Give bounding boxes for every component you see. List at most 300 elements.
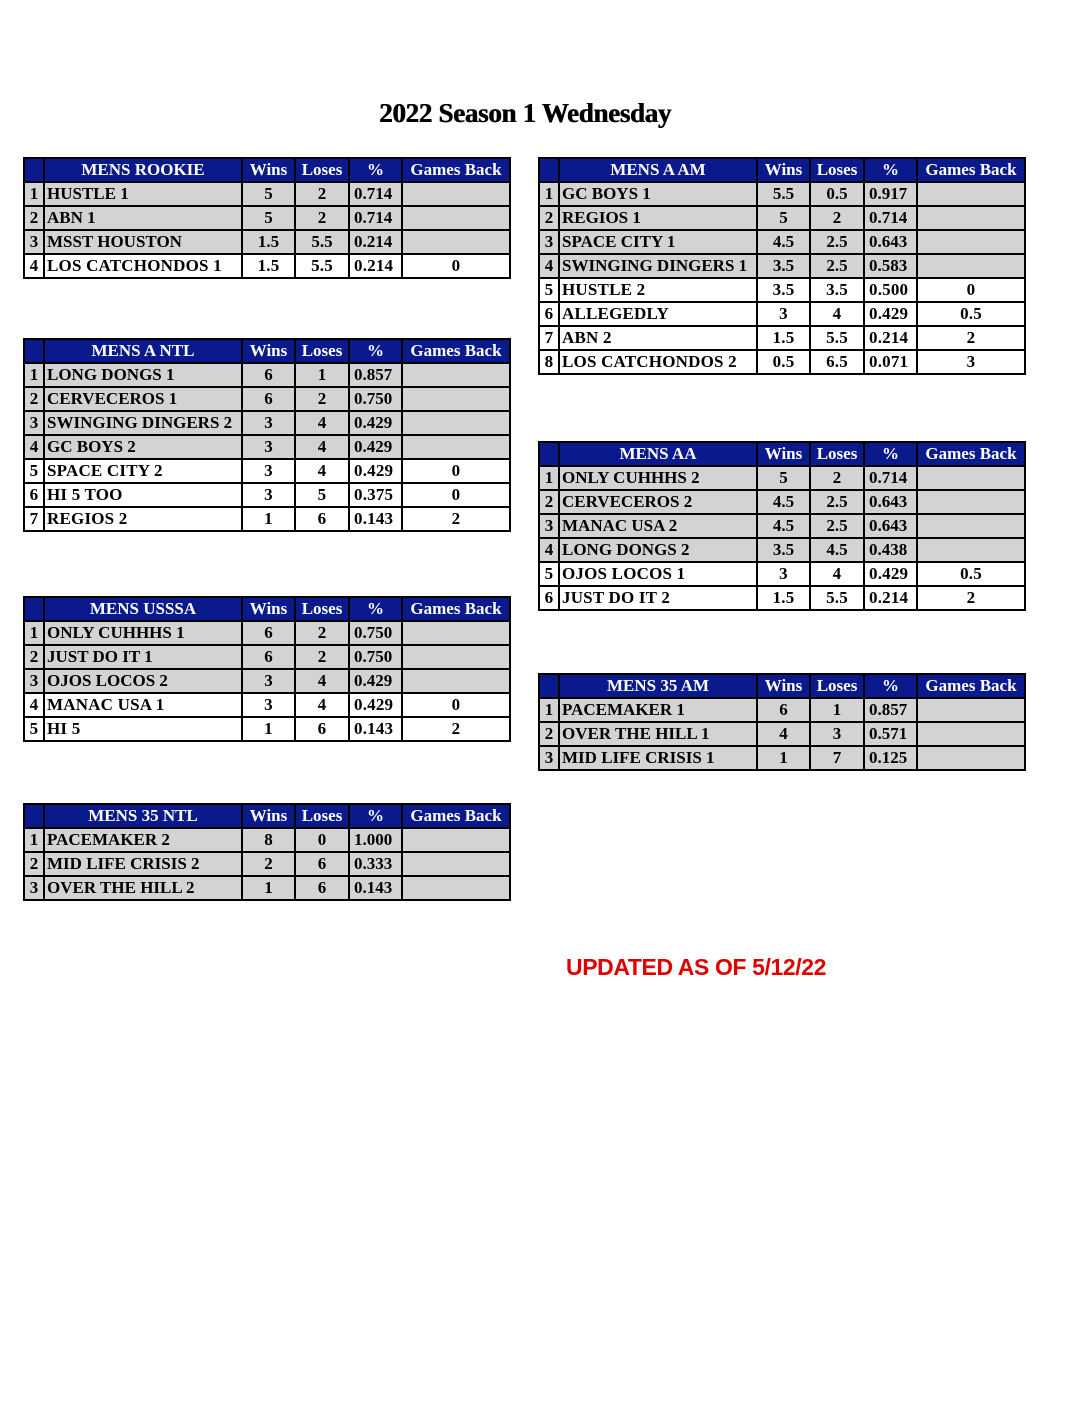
pct-cell: 0.714 <box>864 206 917 230</box>
pct-cell: 0.438 <box>864 538 917 562</box>
standings-table-mens-rookie <box>23 157 511 279</box>
rank-cell: 2 <box>24 206 44 230</box>
loses-cell: 2 <box>295 182 349 206</box>
column-header-games-back: Games Back <box>402 339 510 363</box>
team-name-cell: LOS CATCHONDOS 1 <box>44 254 242 278</box>
table-row <box>24 411 510 435</box>
rank-header <box>24 158 44 182</box>
table-row <box>24 876 510 900</box>
games-back-cell <box>402 828 510 852</box>
games-back-cell <box>917 698 1025 722</box>
loses-cell: 4.5 <box>810 538 864 562</box>
pct-cell: 0.750 <box>349 645 402 669</box>
games-back-cell <box>402 363 510 387</box>
table-row <box>24 693 510 717</box>
loses-cell: 3 <box>810 722 864 746</box>
pct-cell: 0.643 <box>864 490 917 514</box>
wins-cell: 3 <box>242 435 295 459</box>
team-name-cell: CERVECEROS 2 <box>559 490 757 514</box>
rank-header <box>24 597 44 621</box>
table-row <box>24 621 510 645</box>
rank-cell: 2 <box>539 490 559 514</box>
loses-cell: 5 <box>295 483 349 507</box>
rank-cell: 4 <box>539 254 559 278</box>
table-row <box>539 586 1025 610</box>
rank-header <box>539 442 559 466</box>
pct-cell: 0.071 <box>864 350 917 374</box>
games-back-cell <box>402 230 510 254</box>
wins-cell: 2 <box>242 852 295 876</box>
games-back-cell <box>917 722 1025 746</box>
table-row <box>24 182 510 206</box>
wins-cell: 5 <box>757 466 810 490</box>
loses-cell: 3.5 <box>810 278 864 302</box>
pct-cell: 0.214 <box>864 326 917 350</box>
games-back-cell: 0 <box>917 278 1025 302</box>
rank-cell: 5 <box>539 562 559 586</box>
wins-cell: 4.5 <box>757 490 810 514</box>
wins-cell: 1 <box>242 507 295 531</box>
column-header-pct: % <box>864 158 917 182</box>
standings-table-mens-35-ntl <box>23 803 511 901</box>
loses-cell: 0.5 <box>810 182 864 206</box>
loses-cell: 1 <box>810 698 864 722</box>
column-header-wins: Wins <box>757 158 810 182</box>
games-back-cell: 2 <box>402 717 510 741</box>
rank-cell: 2 <box>24 852 44 876</box>
column-header-loses: Loses <box>295 804 349 828</box>
pct-cell: 0.429 <box>349 459 402 483</box>
games-back-cell: 0.5 <box>917 562 1025 586</box>
rank-cell: 4 <box>24 435 44 459</box>
pct-cell: 0.714 <box>864 466 917 490</box>
rank-cell: 3 <box>539 230 559 254</box>
pct-cell: 0.143 <box>349 717 402 741</box>
team-name-cell: SWINGING DINGERS 1 <box>559 254 757 278</box>
column-header-pct: % <box>864 674 917 698</box>
team-name-cell: JUST DO IT 1 <box>44 645 242 669</box>
column-header-pct: % <box>349 597 402 621</box>
pct-cell: 0.429 <box>864 302 917 326</box>
standings-table-mens-usssa <box>23 596 511 742</box>
wins-cell: 3 <box>242 669 295 693</box>
wins-cell: 1.5 <box>757 586 810 610</box>
table-row <box>24 363 510 387</box>
wins-cell: 4.5 <box>757 514 810 538</box>
rank-cell: 3 <box>24 230 44 254</box>
column-header-wins: Wins <box>242 597 295 621</box>
division-name: MENS ROOKIE <box>44 158 242 182</box>
column-header-loses: Loses <box>295 339 349 363</box>
rank-cell: 5 <box>24 717 44 741</box>
games-back-cell <box>917 254 1025 278</box>
wins-cell: 3 <box>757 302 810 326</box>
loses-cell: 4 <box>295 693 349 717</box>
loses-cell: 6 <box>295 852 349 876</box>
column-header-wins: Wins <box>242 339 295 363</box>
games-back-cell <box>917 490 1025 514</box>
loses-cell: 4 <box>295 435 349 459</box>
column-header-pct: % <box>349 339 402 363</box>
loses-cell: 7 <box>810 746 864 770</box>
loses-cell: 2.5 <box>810 490 864 514</box>
column-header-wins: Wins <box>757 674 810 698</box>
table-row <box>24 828 510 852</box>
wins-cell: 1.5 <box>757 326 810 350</box>
pct-cell: 0.857 <box>864 698 917 722</box>
loses-cell: 4 <box>295 459 349 483</box>
rank-header <box>24 339 44 363</box>
wins-cell: 6 <box>242 387 295 411</box>
games-back-cell <box>402 206 510 230</box>
loses-cell: 2.5 <box>810 514 864 538</box>
table-row <box>539 746 1025 770</box>
loses-cell: 4 <box>810 302 864 326</box>
pct-cell: 0.857 <box>349 363 402 387</box>
rank-cell: 1 <box>539 466 559 490</box>
team-name-cell: GC BOYS 1 <box>559 182 757 206</box>
rank-cell: 3 <box>24 669 44 693</box>
loses-cell: 6.5 <box>810 350 864 374</box>
team-name-cell: ONLY CUHHHS 2 <box>559 466 757 490</box>
column-header-wins: Wins <box>242 804 295 828</box>
pct-cell: 0.429 <box>349 411 402 435</box>
table-header-row <box>539 674 1025 698</box>
team-name-cell: SPACE CITY 1 <box>559 230 757 254</box>
column-header-games-back: Games Back <box>917 158 1025 182</box>
games-back-cell <box>917 538 1025 562</box>
rank-cell: 1 <box>24 828 44 852</box>
loses-cell: 5.5 <box>810 586 864 610</box>
loses-cell: 6 <box>295 717 349 741</box>
loses-cell: 2 <box>810 466 864 490</box>
table-row <box>24 852 510 876</box>
wins-cell: 3 <box>242 411 295 435</box>
wins-cell: 3 <box>242 483 295 507</box>
games-back-cell: 0 <box>402 693 510 717</box>
team-name-cell: OJOS LOCOS 1 <box>559 562 757 586</box>
wins-cell: 5 <box>757 206 810 230</box>
standings-table-mens-a-am <box>538 157 1026 375</box>
team-name-cell: OJOS LOCOS 2 <box>44 669 242 693</box>
wins-cell: 4.5 <box>757 230 810 254</box>
column-header-games-back: Games Back <box>917 442 1025 466</box>
table-row <box>539 254 1025 278</box>
column-header-wins: Wins <box>757 442 810 466</box>
team-name-cell: JUST DO IT 2 <box>559 586 757 610</box>
table-row <box>539 230 1025 254</box>
pct-cell: 0.429 <box>864 562 917 586</box>
column-header-pct: % <box>864 442 917 466</box>
team-name-cell: SPACE CITY 2 <box>44 459 242 483</box>
table-row <box>539 326 1025 350</box>
loses-cell: 0 <box>295 828 349 852</box>
games-back-cell <box>917 182 1025 206</box>
table-header-row <box>24 597 510 621</box>
wins-cell: 3.5 <box>757 278 810 302</box>
wins-cell: 0.5 <box>757 350 810 374</box>
table-header-row <box>24 804 510 828</box>
rank-cell: 3 <box>539 514 559 538</box>
column-header-wins: Wins <box>242 158 295 182</box>
loses-cell: 5.5 <box>810 326 864 350</box>
team-name-cell: HI 5 <box>44 717 242 741</box>
rank-cell: 3 <box>24 876 44 900</box>
wins-cell: 6 <box>757 698 810 722</box>
team-name-cell: REGIOS 1 <box>559 206 757 230</box>
pct-cell: 0.143 <box>349 876 402 900</box>
loses-cell: 2 <box>810 206 864 230</box>
pct-cell: 0.375 <box>349 483 402 507</box>
rank-cell: 1 <box>24 621 44 645</box>
loses-cell: 5.5 <box>295 254 349 278</box>
table-row <box>24 645 510 669</box>
table-row <box>539 490 1025 514</box>
division-name: MENS 35 AM <box>559 674 757 698</box>
division-name: MENS 35 NTL <box>44 804 242 828</box>
table-row <box>539 278 1025 302</box>
loses-cell: 2 <box>295 645 349 669</box>
wins-cell: 3 <box>757 562 810 586</box>
wins-cell: 5 <box>242 182 295 206</box>
rank-cell: 8 <box>539 350 559 374</box>
table-header-row <box>539 442 1025 466</box>
team-name-cell: CERVECEROS 1 <box>44 387 242 411</box>
pct-cell: 0.583 <box>864 254 917 278</box>
loses-cell: 4 <box>295 669 349 693</box>
loses-cell: 6 <box>295 507 349 531</box>
loses-cell: 2.5 <box>810 230 864 254</box>
pct-cell: 0.917 <box>864 182 917 206</box>
standings-table-mens-35-am <box>538 673 1026 771</box>
team-name-cell: SWINGING DINGERS 2 <box>44 411 242 435</box>
games-back-cell: 2 <box>402 507 510 531</box>
team-name-cell: LOS CATCHONDOS 2 <box>559 350 757 374</box>
pct-cell: 0.571 <box>864 722 917 746</box>
wins-cell: 1.5 <box>242 230 295 254</box>
wins-cell: 3.5 <box>757 538 810 562</box>
column-header-loses: Loses <box>295 158 349 182</box>
rank-cell: 2 <box>539 722 559 746</box>
pct-cell: 0.333 <box>349 852 402 876</box>
games-back-cell <box>402 182 510 206</box>
wins-cell: 5.5 <box>757 182 810 206</box>
games-back-cell <box>402 876 510 900</box>
table-row <box>24 459 510 483</box>
rank-cell: 5 <box>539 278 559 302</box>
table-row <box>24 483 510 507</box>
table-row <box>24 254 510 278</box>
table-row <box>24 206 510 230</box>
team-name-cell: MID LIFE CRISIS 1 <box>559 746 757 770</box>
pct-cell: 0.643 <box>864 514 917 538</box>
games-back-cell <box>402 411 510 435</box>
pct-cell: 0.429 <box>349 435 402 459</box>
rank-cell: 2 <box>539 206 559 230</box>
team-name-cell: OVER THE HILL 2 <box>44 876 242 900</box>
rank-cell: 7 <box>539 326 559 350</box>
team-name-cell: MID LIFE CRISIS 2 <box>44 852 242 876</box>
column-header-pct: % <box>349 804 402 828</box>
team-name-cell: ABN 2 <box>559 326 757 350</box>
table-row <box>539 182 1025 206</box>
loses-cell: 1 <box>295 363 349 387</box>
games-back-cell <box>402 435 510 459</box>
table-row <box>539 466 1025 490</box>
games-back-cell <box>402 852 510 876</box>
games-back-cell <box>917 514 1025 538</box>
pct-cell: 0.429 <box>349 693 402 717</box>
column-header-games-back: Games Back <box>917 674 1025 698</box>
team-name-cell: REGIOS 2 <box>44 507 242 531</box>
table-row <box>539 514 1025 538</box>
pct-cell: 0.750 <box>349 387 402 411</box>
rank-cell: 1 <box>24 182 44 206</box>
games-back-cell <box>402 645 510 669</box>
team-name-cell: OVER THE HILL 1 <box>559 722 757 746</box>
wins-cell: 1 <box>757 746 810 770</box>
wins-cell: 8 <box>242 828 295 852</box>
games-back-cell: 0 <box>402 483 510 507</box>
games-back-cell <box>917 230 1025 254</box>
wins-cell: 3.5 <box>757 254 810 278</box>
games-back-cell <box>402 621 510 645</box>
pct-cell: 0.214 <box>349 230 402 254</box>
games-back-cell <box>402 387 510 411</box>
pct-cell: 0.143 <box>349 507 402 531</box>
team-name-cell: ALLEGEDLY <box>559 302 757 326</box>
team-name-cell: PACEMAKER 1 <box>559 698 757 722</box>
loses-cell: 6 <box>295 876 349 900</box>
team-name-cell: HUSTLE 2 <box>559 278 757 302</box>
team-name-cell: ABN 1 <box>44 206 242 230</box>
standings-table-mens-aa <box>538 441 1026 611</box>
rank-header <box>539 674 559 698</box>
wins-cell: 3 <box>242 693 295 717</box>
loses-cell: 2 <box>295 206 349 230</box>
wins-cell: 1 <box>242 717 295 741</box>
pct-cell: 1.000 <box>349 828 402 852</box>
pct-cell: 0.214 <box>349 254 402 278</box>
table-row <box>539 350 1025 374</box>
table-row <box>539 206 1025 230</box>
rank-cell: 1 <box>539 182 559 206</box>
pct-cell: 0.750 <box>349 621 402 645</box>
rank-cell: 2 <box>24 645 44 669</box>
rank-cell: 1 <box>24 363 44 387</box>
column-header-loses: Loses <box>810 442 864 466</box>
rank-header <box>24 804 44 828</box>
team-name-cell: MSST HOUSTON <box>44 230 242 254</box>
column-header-pct: % <box>349 158 402 182</box>
pct-cell: 0.214 <box>864 586 917 610</box>
rank-cell: 3 <box>539 746 559 770</box>
team-name-cell: HUSTLE 1 <box>44 182 242 206</box>
table-header-row <box>24 339 510 363</box>
table-row <box>539 538 1025 562</box>
loses-cell: 2.5 <box>810 254 864 278</box>
division-name: MENS A AM <box>559 158 757 182</box>
column-header-loses: Loses <box>295 597 349 621</box>
games-back-cell: 3 <box>917 350 1025 374</box>
division-name: MENS A NTL <box>44 339 242 363</box>
rank-cell: 6 <box>539 302 559 326</box>
team-name-cell: LONG DONGS 1 <box>44 363 242 387</box>
team-name-cell: MANAC USA 1 <box>44 693 242 717</box>
team-name-cell: HI 5 TOO <box>44 483 242 507</box>
wins-cell: 1.5 <box>242 254 295 278</box>
rank-cell: 6 <box>24 483 44 507</box>
wins-cell: 6 <box>242 621 295 645</box>
loses-cell: 5.5 <box>295 230 349 254</box>
page-title: 2022 Season 1 Wednesday <box>379 98 671 128</box>
wins-cell: 4 <box>757 722 810 746</box>
rank-cell: 4 <box>24 254 44 278</box>
team-name-cell: LONG DONGS 2 <box>559 538 757 562</box>
table-header-row <box>24 158 510 182</box>
rank-cell: 5 <box>24 459 44 483</box>
pct-cell: 0.714 <box>349 182 402 206</box>
rank-cell: 4 <box>24 693 44 717</box>
rank-cell: 1 <box>539 698 559 722</box>
pct-cell: 0.714 <box>349 206 402 230</box>
updated-notice: UPDATED AS OF 5/12/22 <box>566 954 827 980</box>
table-row <box>24 387 510 411</box>
rank-cell: 2 <box>24 387 44 411</box>
rank-cell: 4 <box>539 538 559 562</box>
rank-cell: 7 <box>24 507 44 531</box>
team-name-cell: MANAC USA 2 <box>559 514 757 538</box>
games-back-cell <box>917 466 1025 490</box>
table-row <box>539 722 1025 746</box>
team-name-cell: PACEMAKER 2 <box>44 828 242 852</box>
loses-cell: 4 <box>810 562 864 586</box>
games-back-cell <box>917 206 1025 230</box>
pct-cell: 0.125 <box>864 746 917 770</box>
games-back-cell <box>917 746 1025 770</box>
table-row <box>24 717 510 741</box>
pct-cell: 0.429 <box>349 669 402 693</box>
games-back-cell <box>402 669 510 693</box>
loses-cell: 4 <box>295 411 349 435</box>
table-header-row <box>539 158 1025 182</box>
wins-cell: 5 <box>242 206 295 230</box>
wins-cell: 6 <box>242 363 295 387</box>
column-header-games-back: Games Back <box>402 597 510 621</box>
standings-table-mens-a-ntl <box>23 338 511 532</box>
pct-cell: 0.643 <box>864 230 917 254</box>
table-row <box>24 435 510 459</box>
games-back-cell: 0 <box>402 254 510 278</box>
column-header-games-back: Games Back <box>402 158 510 182</box>
loses-cell: 2 <box>295 621 349 645</box>
rank-cell: 3 <box>24 411 44 435</box>
wins-cell: 1 <box>242 876 295 900</box>
team-name-cell: ONLY CUHHHS 1 <box>44 621 242 645</box>
team-name-cell: GC BOYS 2 <box>44 435 242 459</box>
column-header-games-back: Games Back <box>402 804 510 828</box>
table-row <box>539 302 1025 326</box>
column-header-loses: Loses <box>810 158 864 182</box>
column-header-loses: Loses <box>810 674 864 698</box>
division-name: MENS USSSA <box>44 597 242 621</box>
wins-cell: 6 <box>242 645 295 669</box>
table-row <box>539 562 1025 586</box>
table-row <box>24 669 510 693</box>
games-back-cell: 0.5 <box>917 302 1025 326</box>
games-back-cell: 0 <box>402 459 510 483</box>
division-name: MENS AA <box>559 442 757 466</box>
